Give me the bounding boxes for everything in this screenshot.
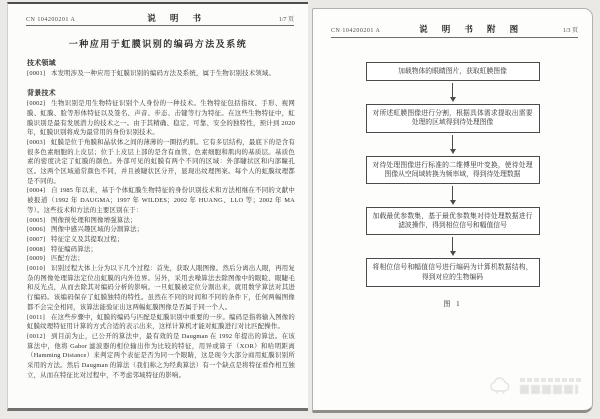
document-type-title: 说 明 书 附 图 bbox=[419, 24, 525, 34]
paragraph-0007 bbox=[27, 235, 295, 245]
flowchart-step-3: 对待处理图像进行标准的二维傅里叶变换，使待处理图像从空间域转换为频率域，得到待处理数据 bbox=[366, 156, 540, 184]
arrow-down-icon bbox=[449, 186, 457, 205]
description-body bbox=[27, 59, 295, 381]
figure-1-flowchart bbox=[313, 62, 592, 309]
page-header bbox=[26, 12, 294, 25]
publication-number: CN 104200201 A bbox=[331, 28, 381, 34]
page-header bbox=[331, 23, 578, 36]
figure-caption: 图 1 bbox=[443, 299, 462, 308]
figures-page bbox=[312, 8, 593, 413]
section-heading-technical-field: 技术领域 bbox=[27, 59, 56, 67]
page-indicator: 1/3 页 bbox=[562, 28, 578, 34]
arrow-down-icon bbox=[449, 135, 457, 154]
paragraph-number: [0007] bbox=[27, 235, 46, 243]
paragraph-number: [0010] bbox=[27, 265, 46, 273]
paragraph-0001 bbox=[27, 69, 295, 79]
paragraph-0005 bbox=[27, 216, 295, 226]
paragraph-text: 虹膜是位于角膜和晶状体之间的薄薄的一圈括约肌。它有多层结构，最底下的是含有很多色素细胞的上皮层；位于上皮层上部的是含有血管、色素细胞和肌肉的基质层。基质色素的密度决定了虹膜的颜色。外部可见的虹膜有两个不同的区域：外部睫状区和内部瞳孔区。这两个区域通常颜色不同，并且被睫状区分开，显现出纹理图案。每个人的虹膜纹理都是不同的。 bbox=[27, 138, 295, 185]
paragraph-text: 特征定义及其提取过程； bbox=[51, 235, 124, 243]
paragraph-text: 识别过程大体上分为以下几个过程：首先，获取人眼图像。然后分离出人眼，再用复杂的图像处理算法定位出虹膜的内外边界。另外，采用去噪算法去除图像中的眼睑、眼睫毛和反光点，从而去除其对编码分析的影响。一旦虹膜被定位分割出来，就用数学算法对其进行编码。该编码保存了虹膜独特的特性。虽然在不同的时间和不同的条件下，任何两幅图像都不会完全相同，该算法能验证出这两幅虹膜图像是否属于同一个人。 bbox=[27, 265, 295, 311]
paragraph-0002 bbox=[27, 99, 295, 138]
paragraph-0003 bbox=[27, 138, 295, 187]
watermark-text-line-small bbox=[520, 378, 582, 382]
section-heading-background: 背景技术 bbox=[27, 89, 56, 98]
paragraph-number: [0001] bbox=[27, 69, 46, 77]
paragraph-0006 bbox=[27, 225, 295, 235]
arrow-down-icon bbox=[449, 83, 457, 102]
paragraph-0011 bbox=[27, 313, 295, 332]
flowchart-step-2: 对所述虹膜图像进行分割，根据具体需求提取出需要处理的区域得到待处理图像 bbox=[366, 104, 540, 132]
flowchart-step-5: 将相位信号和幅值信号进行编码为计算机数据结构，得到对应的生物编码 bbox=[366, 258, 540, 286]
description-page bbox=[7, 2, 308, 411]
paragraph-text: 自 1985 年以来，基于个体虹膜生物特征的身份识别技术和方法相继在不同的文献中被报道（1992 年 DAUGMA；1997 年 WILDES；2002 年 HUANG、LLO 等；2002 年 MA 等）。这些技术和方法的主要区别在于： bbox=[27, 187, 295, 214]
paragraph-0004 bbox=[27, 186, 295, 215]
paragraph-text: 生物识别是用生物特征识别个人身份的一种技术。生物特征包括指纹、手形、视网膜、虹膜、脸等形体特征以及签名、声音、步态、击键等行为特征。在这些生物特征中，虹膜识别是最有发展潜力的技术之一。由于其精确、稳定、可靠、安全的独特性，预计到 2020 年，虹膜识别将成为最常用的身份识别技术。 bbox=[27, 100, 295, 137]
paragraph-0010 bbox=[27, 264, 295, 313]
paragraph-0008 bbox=[27, 245, 295, 255]
paragraph-0009 bbox=[27, 254, 295, 264]
paragraph-text: 在这些步骤中，虹膜的编码与匹配是虹膜识别中重要的一步。编码是指将输入图像的虹膜纹理特征用计算的方式合适的表示出来，这样计算机才能对虹膜进行对比匹配操作。 bbox=[27, 313, 295, 331]
paragraph-number: [0009] bbox=[27, 255, 46, 263]
paragraph-0012 bbox=[27, 332, 295, 381]
paragraph-text: 匹配方法； bbox=[51, 255, 84, 263]
paragraph-number: [0003] bbox=[27, 138, 46, 146]
paragraph-number: [0004] bbox=[27, 187, 46, 195]
header-divider bbox=[26, 25, 294, 26]
paragraph-text: 本发明涉及一种应用于虹膜识别的编码方法及系统，属于生物识别技术领域。 bbox=[51, 69, 276, 77]
paragraph-text: 图像预处理和图像增强算法； bbox=[51, 216, 137, 224]
header-divider bbox=[331, 37, 578, 38]
flowchart-step-1: 加载物体的眼睛图片，获取虹膜图像 bbox=[366, 62, 540, 81]
paragraph-number: [0006] bbox=[27, 226, 46, 234]
arrow-down-icon bbox=[449, 237, 457, 256]
paragraph-number: [0012] bbox=[27, 332, 46, 340]
paragraph-text: 图像中感兴趣区域的分割算法； bbox=[51, 226, 144, 234]
invention-title: 一种应用于虹膜识别的编码方法及系统 bbox=[68, 39, 248, 49]
watermark-text-line-large bbox=[520, 385, 578, 394]
publication-number: CN 104200201 A bbox=[26, 17, 76, 23]
paragraph-number: [0011] bbox=[27, 313, 45, 321]
watermark bbox=[489, 376, 582, 395]
paragraph-number: [0002] bbox=[27, 100, 46, 108]
cloud-logo-icon bbox=[489, 376, 515, 395]
paragraph-text: 特征编码算法； bbox=[51, 245, 98, 253]
paragraph-number: [0005] bbox=[27, 216, 46, 224]
page-indicator: 1/7 页 bbox=[278, 17, 294, 23]
paragraph-number: [0008] bbox=[27, 245, 46, 253]
paragraph-text: 到目前为止，已公开的算法中，最有效的是 Daugman 在 1992 年提出的算法。在该算法中，他将 Gabor 滤波器的相位输出作为比较的特征，用异或算子（XOR）和哈明距离（Hamming Distance）来判定两个表征是否为同一个眼睛，这是现今大部分商用虹膜识别所采用的方法。然后 Daugman 的算法（我们称之为经典算法）有一个缺点是将特征看作相互独立，从而在特征比对过程中，不考虑邻域特征的影响。 bbox=[27, 332, 295, 379]
flowchart-step-4: 加载最优参数集，基于最优参数集对待处理数据进行滤波操作，得到相位信号和幅值信号 bbox=[366, 207, 540, 235]
document-type-title: 说 明 书 bbox=[147, 13, 207, 23]
watermark-text bbox=[520, 378, 582, 394]
